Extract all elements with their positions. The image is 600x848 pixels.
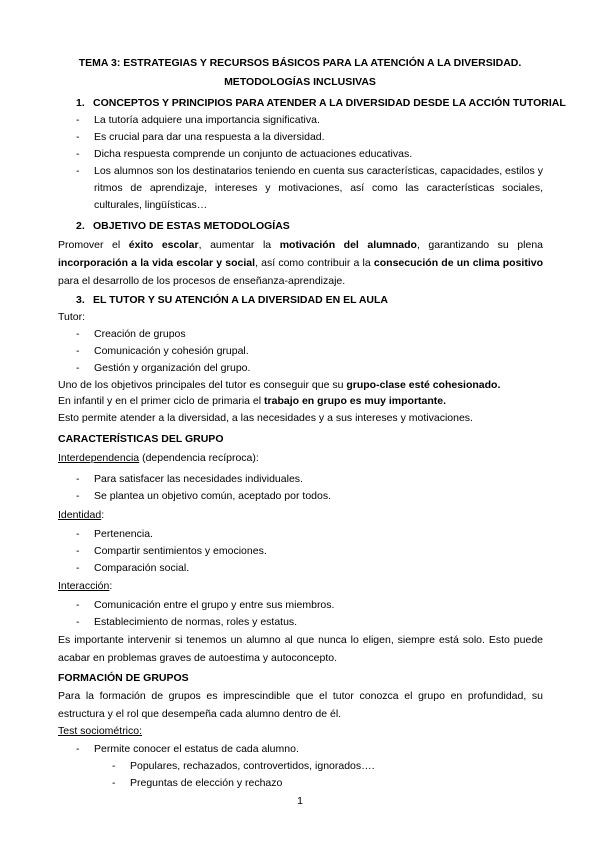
- section-3-paragraph-1: Uno de los objetivos principales del tutor es conseguir que su grupo-clase esté cohesionado.: [58, 379, 501, 391]
- document-page: TEMA 3: ESTRATEGIAS Y RECURSOS BÁSICOS PARA LA ATENCIÓN A LA DIVERSIDAD. METODOLOGÍAS INCLUSIVAS 1. CONCEPTOS Y PRINCIPIOS PARA ATENDER A LA DIVERSIDAD DESDE LA ACCIÓN TUTORIAL - La tutoría adquiere una importancia significativa. - Es crucial para dar una respuesta a la diversidad. - Dicha respuesta comprende un conjunto de actuaciones educativas. - Los alumnos son los destinatarios teniendo en cuenta sus características, capacidades, estilos y ritmos de aprendizaje, intereses y motivaciones, así como las características sociales, culturales, lingüísticas… 2. OBJETIVO DE ESTAS METODOLOGÍAS Promover el éxito escolar, aumentar la motivación del alumnado, garantizando su plena incorporación a la vida escolar y social, así como contribuir a la consecución de un clima positivo para el desarrollo de los procesos de enseñanza-aprendizaje. 3. EL TUTOR Y SU ATENCIÓN A LA DIVERSIDAD EN EL AULA Tutor: - Creación de grupos - Comunicación y cohesión grupal. - Gestión y organización del grupo. Uno de los objetivos principales del tutor es conseguir que su grupo-clase esté cohesionado. En infantil y en el primer ciclo de primaria el trabajo en grupo es muy importante. Esto permite atender a la diversidad, a las necesidades y a sus intereses y motivaciones. CARACTERÍSTICAS DEL GRUPO Interdependencia (dependencia recíproca): - Para satisfacer las necesidades individuales. - Se plantea un objetivo común, aceptado por todos. Identidad: - Pertenencia. - Compartir sentimientos y emociones. - Comparación social. Interacción: - Comunicación entre el grupo y entre sus miembros. - Establecimiento de normas, roles y estatus. Es importante intervenir si tenemos un alumno al que nunca lo eligen, siempre está solo. Esto puede acabar en problemas graves de autoestima y autoconcepto. FORMACIÓN DE GRUPOS Para la formación de grupos es imprescindible que el tutor conozca el grupo en profundidad, su estructura y el rol que desempeña cada alumno dentro de él. Test sociométrico: - Permite conocer el estatus de cada alumno. - Populares, rechazados, controvertidos, ignorados…. - Preguntas de elección y rechazo 1: [0, 0, 600, 848]
- document-title: [58, 54, 542, 92]
- tutor-label: Tutor:: [58, 311, 86, 323]
- identidad-label: Identidad:: [58, 509, 105, 521]
- interdependencia-item: Se plantea un objetivo común, aceptado por todos.: [94, 490, 331, 502]
- title-line-2: METODOLOGÍAS INCLUSIVAS: [224, 76, 376, 88]
- formacion-subitem: Preguntas de elección y rechazo: [130, 777, 283, 789]
- identidad-item: Comparación social.: [94, 562, 190, 574]
- identidad-item: Pertenencia.: [94, 528, 153, 540]
- formacion-paragraph: Para la formación de grupos es imprescindible que el tutor conozca el grupo en profundidad, su estructura y el rol que desempeña cada alumno dentro de él.: [58, 690, 543, 720]
- interaccion-item: Establecimiento de normas, roles y estatus.: [94, 616, 298, 628]
- interaccion-item: Comunicación entre el grupo y entre sus miembros.: [94, 599, 335, 611]
- page-number: 1: [297, 795, 303, 807]
- test-sociometrico-label: Test sociométrico:: [58, 725, 143, 737]
- section-2-paragraph: Promover el éxito escolar, aumentar la motivación del alumnado, garantizando su plena incorporación a la vida escolar y social, así como contribuir a la consecución de un clima positivo para el desarrollo de los procesos de enseñanza-aprendizaje.: [58, 239, 544, 287]
- title-line-1: TEMA 3: ESTRATEGIAS Y RECURSOS BÁSICOS PARA LA ATENCIÓN A LA DIVERSIDAD.: [78, 57, 522, 69]
- section-1-heading: 1. CONCEPTOS Y PRINCIPIOS PARA ATENDER A LA DIVERSIDAD DESDE LA ACCIÓN TUTORIAL: [76, 97, 566, 109]
- caracteristicas-paragraph: Es importante intervenir si tenemos un alumno al que nunca lo eligen, siempre está solo. Esto puede acabar en problemas graves de autoestima y autoconcepto.: [58, 634, 543, 664]
- section-3-paragraph-3: Esto permite atender a la diversidad, a las necesidades y a sus intereses y motivaciones.: [58, 412, 473, 424]
- section-1-item: Dicha respuesta comprende un conjunto de actuaciones educativas.: [94, 148, 413, 160]
- section-3-item: Gestión y organización del grupo.: [94, 362, 251, 374]
- section-1-item: Es crucial para dar una respuesta a la diversidad.: [94, 131, 325, 143]
- interaccion-label: Interacción:: [58, 580, 113, 592]
- formacion-subitem: Populares, rechazados, controvertidos, ignorados….: [130, 760, 375, 772]
- interdependencia-item: Para satisfacer las necesidades individuales.: [94, 473, 303, 485]
- interdependencia-label: Interdependencia (dependencia recíproca):: [58, 452, 259, 464]
- section-3-paragraph-2: En infantil y en el primer ciclo de primaria el trabajo en grupo es muy importante.: [58, 395, 447, 407]
- formacion-heading: FORMACIÓN DE GRUPOS: [58, 672, 189, 684]
- section-3-item: Creación de grupos: [94, 328, 186, 340]
- identidad-item: Compartir sentimientos y emociones.: [94, 545, 267, 557]
- section-1-item: La tutoría adquiere una importancia significativa.: [94, 114, 320, 126]
- section-3-item: Comunicación y cohesión grupal.: [94, 345, 249, 357]
- section-2-heading: 2. OBJETIVO DE ESTAS METODOLOGÍAS: [76, 220, 290, 232]
- section-1-item: Los alumnos son los destinatarios teniendo en cuenta sus características, capacidades, estilos y ritmos de aprendizaje, intereses y motivaciones, así como las características sociales, culturales, lingüísticas…: [94, 165, 543, 211]
- caracteristicas-heading: CARACTERÍSTICAS DEL GRUPO: [58, 433, 224, 445]
- section-3-heading: 3. EL TUTOR Y SU ATENCIÓN A LA DIVERSIDAD EN EL AULA: [76, 294, 388, 306]
- formacion-item: Permite conocer el estatus de cada alumno.: [94, 743, 299, 755]
